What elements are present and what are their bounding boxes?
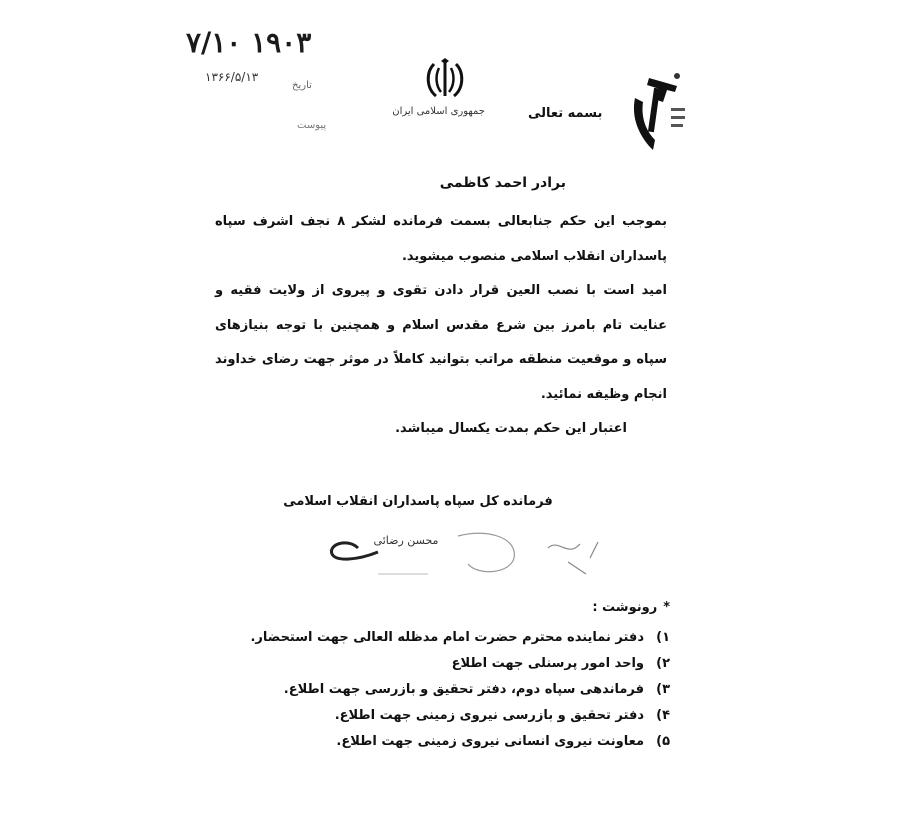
item-text: معاونت نیروی انسانی نیروی زمینی جهت اطلاع. xyxy=(336,734,644,749)
signature-title: فرمانده کل سپاه پاسداران انقلاب اسلامی xyxy=(283,494,553,509)
emblem-caption: جمهوری اسلامی ایران xyxy=(392,106,485,117)
list-item xyxy=(205,651,670,677)
date-label: تاریخ xyxy=(292,80,312,91)
body-paragraph: بموجب این حکم جنابعالی بسمت فرمانده لشکر ۸ نجف اشرف سپاه پاسداران انقلاب اسلامی منصوب میشوید. xyxy=(215,214,667,264)
list-item xyxy=(205,677,670,703)
item-text: فرماندهی سپاه دوم، دفتر تحقیق و بازرسی جهت اطلاع. xyxy=(283,682,644,697)
copies-list xyxy=(205,625,670,755)
handwritten-date: ۱۳۶۶/۵/۱۳ xyxy=(205,70,259,84)
item-text: واحد امور پرسنلی جهت اطلاع xyxy=(451,656,644,671)
body-paragraph: امید است با نصب العین قرار دادن تقوی و پیروی از ولایت فقیه و عنایت تام بامرز بین شرع مقدس اسلام و همچنین با توجه بنیازهای سپاه و موقعیت منطقه مراتب بتوانید کاملاً در موثر جهت رضای خداوند انجام وظیفه نمائید. xyxy=(215,283,667,402)
item-text: دفتر نماینده محترم حضرت امام مدظله العالی جهت استحضار. xyxy=(250,630,644,645)
item-text: دفتر تحقیق و بازرسی نیروی زمینی جهت اطلاع. xyxy=(334,708,644,723)
list-item xyxy=(205,625,670,651)
item-number: ۵) xyxy=(656,734,670,749)
copies-section xyxy=(205,600,670,755)
asterisk-icon: * xyxy=(663,600,670,615)
list-item xyxy=(205,703,670,729)
body-paragraph: اعتبار این حکم بمدت یکسال میباشد. xyxy=(395,421,627,436)
item-number: ۴) xyxy=(656,708,670,723)
copies-heading xyxy=(205,600,670,615)
handwritten-signature xyxy=(318,518,618,588)
list-item xyxy=(205,729,670,755)
signature xyxy=(318,518,618,592)
signature-name: محسن رضائی xyxy=(373,534,439,547)
bismillah: بسمه تعالی xyxy=(528,106,603,121)
copies-heading-label: رونوشت : xyxy=(592,600,658,615)
irgc-logo xyxy=(627,68,689,158)
item-number: ۲) xyxy=(656,656,670,671)
salutation: برادر احمد کاظمی xyxy=(439,175,566,191)
letter-body xyxy=(215,205,667,447)
iran-emblem xyxy=(392,58,485,117)
item-number: ۱) xyxy=(656,630,670,645)
irgc-emblem-icon xyxy=(627,68,689,154)
item-number: ۳) xyxy=(656,682,670,697)
attachment-label: پیوست xyxy=(297,120,327,131)
handwritten-number: ۷/۱۰ ۱۹۰۳ xyxy=(186,26,312,59)
iran-emblem-icon xyxy=(424,58,466,102)
